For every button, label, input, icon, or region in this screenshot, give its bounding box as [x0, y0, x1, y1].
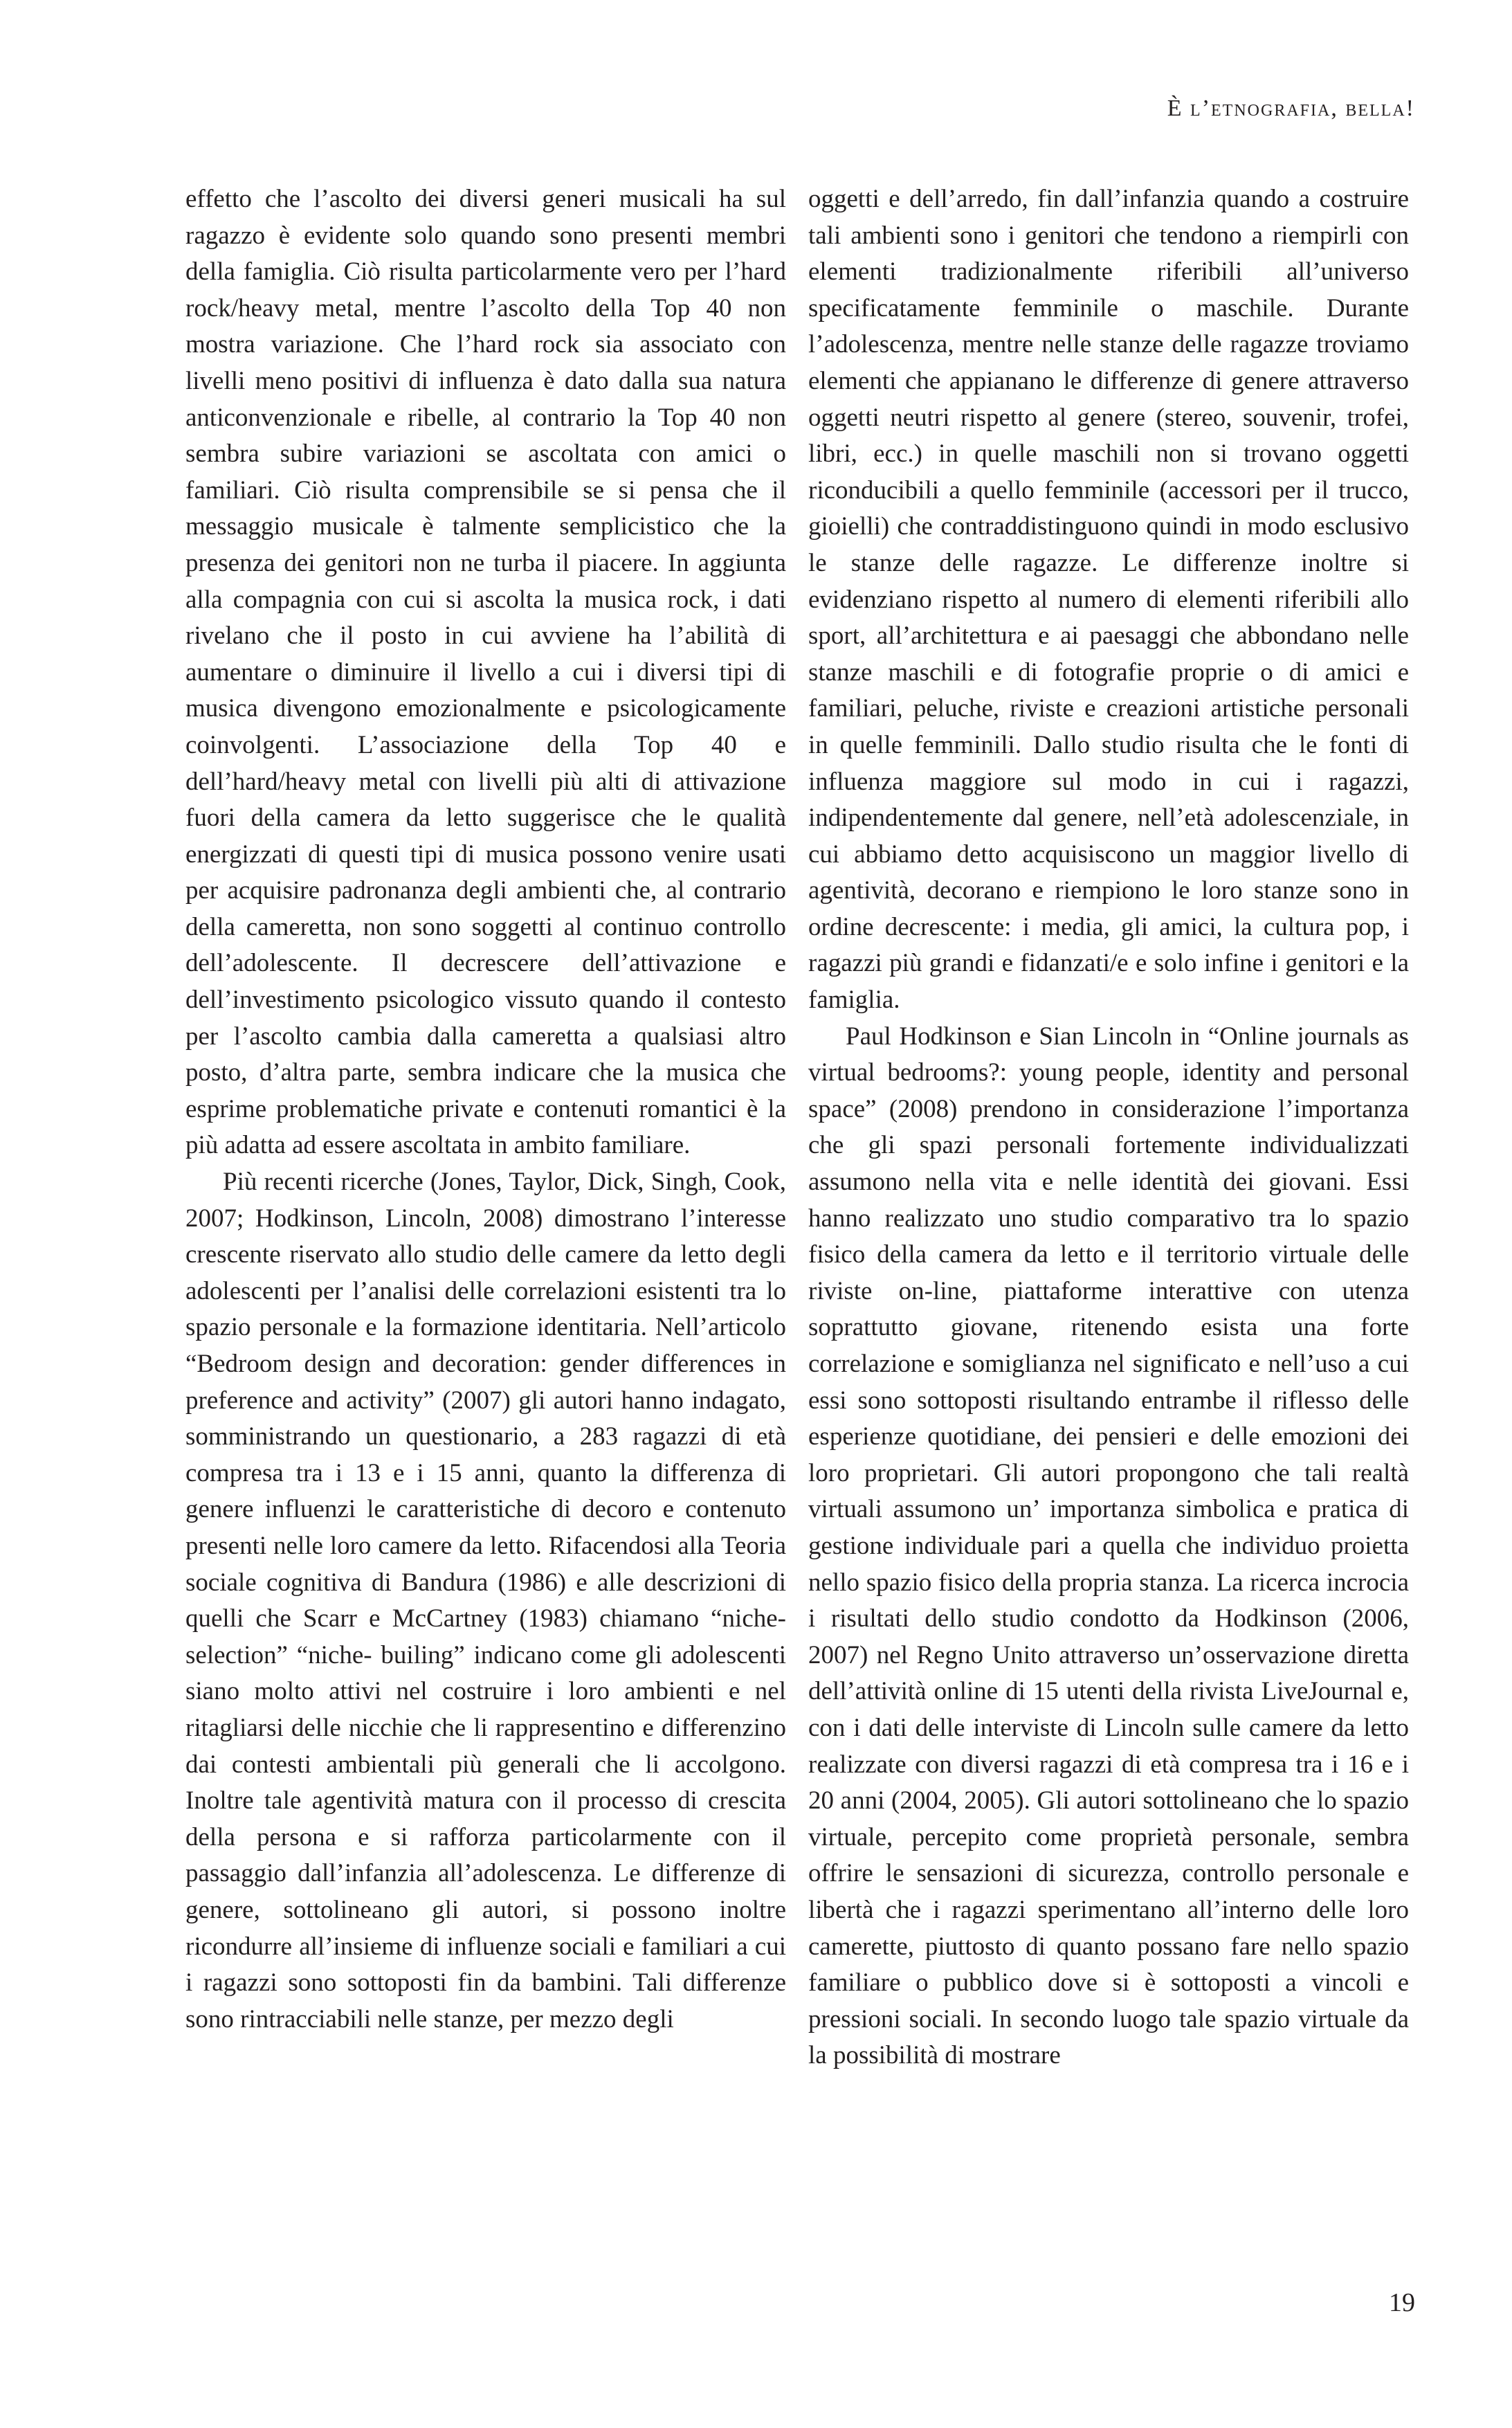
running-head: È l’etnografia, bella!	[1167, 96, 1415, 121]
left-paragraph-2: Più recenti ricerche (Jones, Taylor, Dick, Singh, Cook, 2007; Hodkinson, Lincoln, 2008) dimostrano l’interesse crescente riservato allo studio delle camere da letto degli adolescenti per l’analisi delle correlazioni esistenti tra lo spazio personale e la formazione identitaria. Nell’articolo “Bedroom design and decoration: gender differences in preference and activity” (2007) gli autori hanno indagato, somministrando un questionario, a 283 ragazzi di età compresa tra i 13 e i 15 anni, quanto la differenza di genere influenzi le caratteristiche di decoro e contenuto presenti nelle loro camere da letto. Rifacendosi alla Teoria sociale cognitiva di Bandura (1986) e alle descrizioni di quelli che Scarr e McCartney (1983) chiamano “niche- selection” “niche- builing” indicano come gli adolescenti siano molto attivi nel costruire i loro ambienti e nel ritagliarsi delle nicchie che li rappresentino e differenzino dai contesti ambientali più generali che li accolgono. Inoltre tale agentività matura con il processo di crescita della persona e si rafforza particolarmente con il passaggio dall’infanzia all’adolescenza. Le differenze di genere, sottolineano gli autori, si possono inoltre ricondurre all’insieme di influenze sociali e familiari a cui i ragazzi sono sottoposti fin da bambini. Tali differenze sono rintracciabili nelle stanze, per mezzo degli	[185, 1168, 786, 2033]
right-paragraph-1: oggetti e dell’arredo, fin dall’infanzia quando a costruire tali ambienti sono i genitori che tendono a riempirli con elementi tradizionalmente riferibili all’universo specificatamente femminile o maschile. Durante l’adolescenza, mentre nelle stanze delle ragazze troviamo elementi che appianano le differenze di genere attraverso oggetti neutri rispetto al genere (stereo, souvenir, trofei, libri, ecc.) in quelle maschili non si trovano oggetti riconducibili a quello femminile (accessori per il trucco, gioielli) che contraddistinguono quindi in modo esclusivo le stanze delle ragazze. Le differenze inoltre si evidenziano rispetto al numero di elementi riferibili allo sport, all’architettura e ai paesaggi che abbondano nelle stanze maschili e di fotografie proprie o di amici e familiari, peluche, riviste e creazioni artistiche personali in quelle femminili. Dallo studio risulta che le fonti di influenza maggiore sul modo in cui i ragazzi, indipendentemente dal genere, nell’età adolescenziale, in cui abbiamo detto acquisiscono un maggior livello di agentività, decorano e riempiono le loro stanze sono in ordine decrescente: i media, gli amici, la cultura pop, i ragazzi più grandi e fidanzati/e e solo infine i genitori e la famiglia.	[808, 185, 1409, 1015]
left-column	[185, 181, 786, 2038]
page-number: 19	[1389, 2288, 1415, 2317]
right-column	[808, 181, 1409, 2074]
right-paragraph-2: Paul Hodkinson e Sian Lincoln in “Online journals as virtual bedrooms?: young people, identity and personal space” (2008) prendono in considerazione l’importanza che gli spazi personali fortemente individualizzati assumono nella vita e nelle identità dei giovani. Essi hanno realizzato uno studio comparativo tra lo spazio fisico della camera da letto e il territorio virtuale delle riviste on-line, piattaforme interattive con utenza soprattutto giovane, ritenendo esista una forte correlazione e somiglianza nel significato e nell’uso a cui essi sono sottoposti risultando entrambe il riflesso delle esperienze quotidiane, dei pensieri e delle emozioni dei loro proprietari. Gli autori propongono che tali realtà virtuali assumono un’ importanza simbolica e pratica di gestione individuale pari a quella che individuo proietta nello spazio fisico della propria stanza. La ricerca incrocia i risultati dello studio condotto da Hodkinson (2006, 2007) nel Regno Unito attraverso un’osservazione diretta dell’attività online di 15 utenti della rivista LiveJournal e, con i dati delle interviste di Lincoln sulle camere da letto realizzate con diversi ragazzi di età compresa tra i 16 e i 20 anni (2004, 2005). Gli autori sottolineano che lo spazio virtuale, percepito come proprietà personale, sembra offrire le sensazioni di sicurezza, controllo personale e libertà che i ragazzi sperimentano all’interno delle loro camerette, piuttosto di quanto possano fare nello spazio familiare o pubblico dove si è sottoposti a vincoli e pressioni sociali. In secondo luogo tale spazio virtuale da la possibilità di mostrare	[808, 1022, 1409, 2070]
left-paragraph-1: effetto che l’ascolto dei diversi generi musicali ha sul ragazzo è evidente solo quando sono presenti membri della famiglia. Ciò risulta particolarmente vero per l’hard rock/heavy metal, mentre l’ascolto della Top 40 non mostra variazione. Che l’hard rock sia associato con livelli meno positivi di influenza è dato dalla sua natura anticonvenzionale e ribelle, al contrario la Top 40 non sembra subire variazioni se ascoltata con amici o familiari. Ciò risulta comprensibile se si pensa che il messaggio musicale è talmente semplicistico che la presenza dei genitori non ne turba il piacere. In aggiunta alla compagnia con cui si ascolta la musica rock, i dati rivelano che il posto in cui avviene ha l’abilità di aumentare o diminuire il livello a cui i diversi tipi di musica divengono emozionalmente e psicologicamente coinvolgenti. L’associazione della Top 40 e dell’hard/heavy metal con livelli più alti di attivazione fuori della camera da letto suggerisce che le qualità energizzati di questi tipi di musica possono venire usati per acquisire padronanza degli ambienti che, al contrario della cameretta, non sono soggetti al continuo controllo dell’adolescente. Il decrescere dell’attivazione e dell’investimento psicologico vissuto quando il contesto per l’ascolto cambia dalla cameretta a qualsiasi altro posto, d’altra parte, sembra indicare che la musica che esprime problematiche private e contenuti romantici è la più adatta ad essere ascoltata in ambito familiare.	[185, 185, 786, 1160]
